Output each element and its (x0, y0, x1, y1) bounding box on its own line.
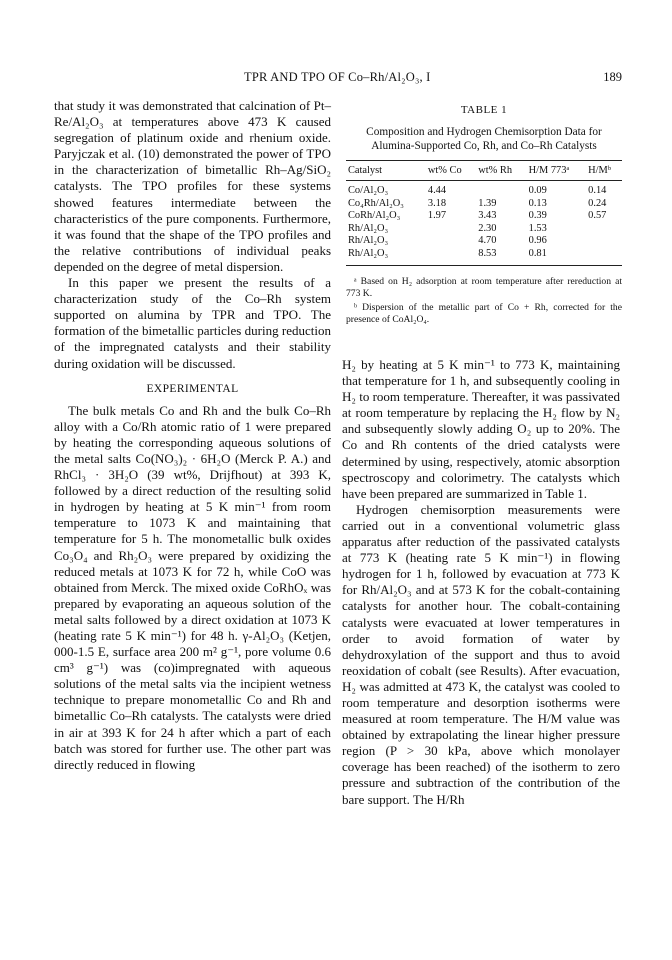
table-cell: 3.43 (478, 210, 497, 222)
table-cell: CoRh/Al₂O₃ (348, 210, 401, 222)
table-cell: 3.18 (427, 197, 447, 209)
right-column (342, 357, 620, 808)
table-cell: 0.57 (588, 210, 607, 222)
table-row (346, 210, 622, 223)
column-header: wt% Co (426, 161, 476, 181)
table-cell: Co/Al₂O₃ (348, 185, 389, 196)
table-footnotes (346, 276, 622, 326)
table-cell: 2.30 (478, 222, 497, 234)
table-cell: 0.39 (528, 210, 547, 222)
table-cell: 4.70 (478, 235, 497, 247)
table-cell (586, 235, 622, 248)
data-table (346, 160, 622, 266)
table-label: TABLE 1 (460, 104, 508, 116)
table-cell: Rh/Al₂O₃ (348, 247, 389, 259)
table-cell (426, 223, 476, 236)
table-row (346, 198, 622, 211)
footnote-b: ᵇ Dispersion of the metallic part of Co + Rh, corrected for the presence of CoAl₂O₄. (346, 301, 622, 325)
table-row (346, 181, 622, 198)
left-paragraph-3: The bulk metals Co and Rh and the bulk Co–Rh alloy with a Co/Rh atomic ratio of 1 were prepared by heating the corresponding aqueous solutions of the metal salts Co(NO₃)₂ · 6H₂O (Merck P. A.) and RhCl₃ · 3H₂O (39 wt%, Drijfhout) at 393 K, followed by a direct reduction of the resulting solid in hydrogen by heating at 5 K min⁻¹ from room temperature to 1073 K and maintaining that temperature for 5 h. The monometallic bulk oxides Co₃O₄ and Rh₂O₃ were prepared by oxidizing the reduced metals at 1073 K for 72 h, while CoO was obtained from Merck. The mixed oxide CoRhOₓ was prepared by evaporating an aqueous solution of the metal salts followed by a direct oxidation at 1073 K (heating rate 5 K min⁻¹) for 48 h. γ-Al₂O₃ (Ketjen, 000-1.5 E, surface area 200 m² g⁻¹, pore volume 0.6 cm³ g⁻¹) was (co)impregnated with aqueous solutions of the metal salts via the incipient wetness technique to prepare monometallic Co and Rh and bimetallic Co–Rh catalysts. The catalysts were dried in air at 393 K for 24 h after which a part of each batch was stored for further use. The other part was directly reduced in flowing (54, 402, 331, 772)
table-cell: Rh/Al₂O₃ (348, 222, 389, 234)
table-cell: Co₄Rh/Al₂O₃ (348, 197, 404, 209)
page-number: 189 (603, 70, 622, 84)
right-paragraph-1: H₂ by heating at 5 K min⁻¹ to 773 K, maintaining that temperature for 1 h, and subsequently cooling in H₂ to room temperature. Thereafter, it was passivated at room temperature by replacing the H₂ flow by N₂ and subsequently slowly adding O₂ up to 20%. The Co and Rh contents of the dried catalysts were determined by using, respectively, atomic absorption spectroscopy and colorimetry. The catalysts which have been prepared are summarized in Table 1. (342, 357, 620, 501)
table-header-row (346, 161, 622, 181)
table-cell (476, 181, 526, 198)
table-cell: 4.44 (427, 185, 447, 196)
running-header (54, 70, 626, 90)
running-title: TPR AND TPO OF Co–Rh/Al₂O₃, I (244, 70, 431, 84)
table-caption: Composition and Hydrogen Chemisorption Data for Alumina-Supported Co, Rh, and Co–Rh Catalysts (366, 126, 602, 152)
table-cell: 0.09 (528, 185, 547, 196)
table-cell: 8.53 (478, 247, 497, 259)
section-heading-experimental: EXPERIMENTAL (146, 382, 239, 395)
table-row (346, 223, 622, 236)
table-cell (426, 248, 476, 265)
right-paragraph-2: Hydrogen chemisorption measurements were carried out in a conventional volumetric glass apparatus after reduction of the passivated catalysts at 773 K (heating rate 5 K min⁻¹) in flowing hydrogen for 1 h, followed by evacuation at 773 K for Rh/Al₂O₃ and at 573 K for the cobalt-containing catalysts for another hour. The cobalt-containing catalysts were evacuated at lower temperatures in order to avoid formation of water by dehydroxylation of the support and thus to avoid reoxidation of cobalt (see Results). After evacuation, H₂ was admitted at 473 K, the catalyst was cooled to room temperature and desorption isotherms were measured at room temperature. The H/M value was obtained by extrapolating the linear higher pressure region (P > 30 kPa, above which monolayer coverage has been reached) of the isotherm to zero pressure and subtraction of the contribution of the bare support. The H/Rh (342, 501, 620, 807)
table-cell: 0.81 (528, 247, 547, 259)
table-cell: Rh/Al₂O₃ (348, 235, 389, 247)
left-column (54, 98, 331, 773)
table-cell: 1.53 (528, 222, 547, 234)
column-header: H/M 773ᵃ (527, 161, 587, 181)
table-cell (426, 235, 476, 248)
table-row (346, 235, 622, 248)
column-header: wt% Rh (476, 161, 526, 181)
footnote-a: ᵃ Based on H₂ adsorption at room temperature after rereduction at 773 K. (346, 275, 622, 299)
table-cell (586, 223, 622, 236)
table-cell: 1.97 (427, 210, 447, 222)
column-header: H/Mᵇ (586, 161, 622, 181)
table-cell: 0.24 (588, 197, 607, 209)
left-paragraph-2: In this paper we present the results of a characterization study of the Co–Rh system supported on alumina by TPR and TPO. The formation of the bimetallic particles during reduction of the impregnated catalysts and their stability during oxidation will be discussed. (54, 275, 331, 371)
table-row (346, 248, 622, 265)
table-cell (586, 248, 622, 265)
column-header: Catalyst (346, 161, 426, 181)
table-cell: 1.39 (478, 197, 497, 209)
table-cell: 0.96 (528, 235, 547, 247)
table-cell: 0.14 (588, 185, 607, 196)
left-paragraph-1: that study it was demonstrated that calcination of Pt–Re/Al₂O₃ at temperatures above 473 K caused segregation of platinum oxide and rhenium oxide. Paryjczak et al. (10) demonstrated the power of TPO in the characterization of bimetallic Rh–Ag/SiO₂ catalysts. The TPO profiles for these systems showed features intermediate between the characteristics of the pure components. Furthermore, it was found that the shape of the TPO profiles and the relative contributions of individual peaks depended on the degree of metal dispersion. (54, 98, 331, 274)
table-1 (346, 104, 622, 328)
table-cell: 0.13 (528, 197, 547, 209)
